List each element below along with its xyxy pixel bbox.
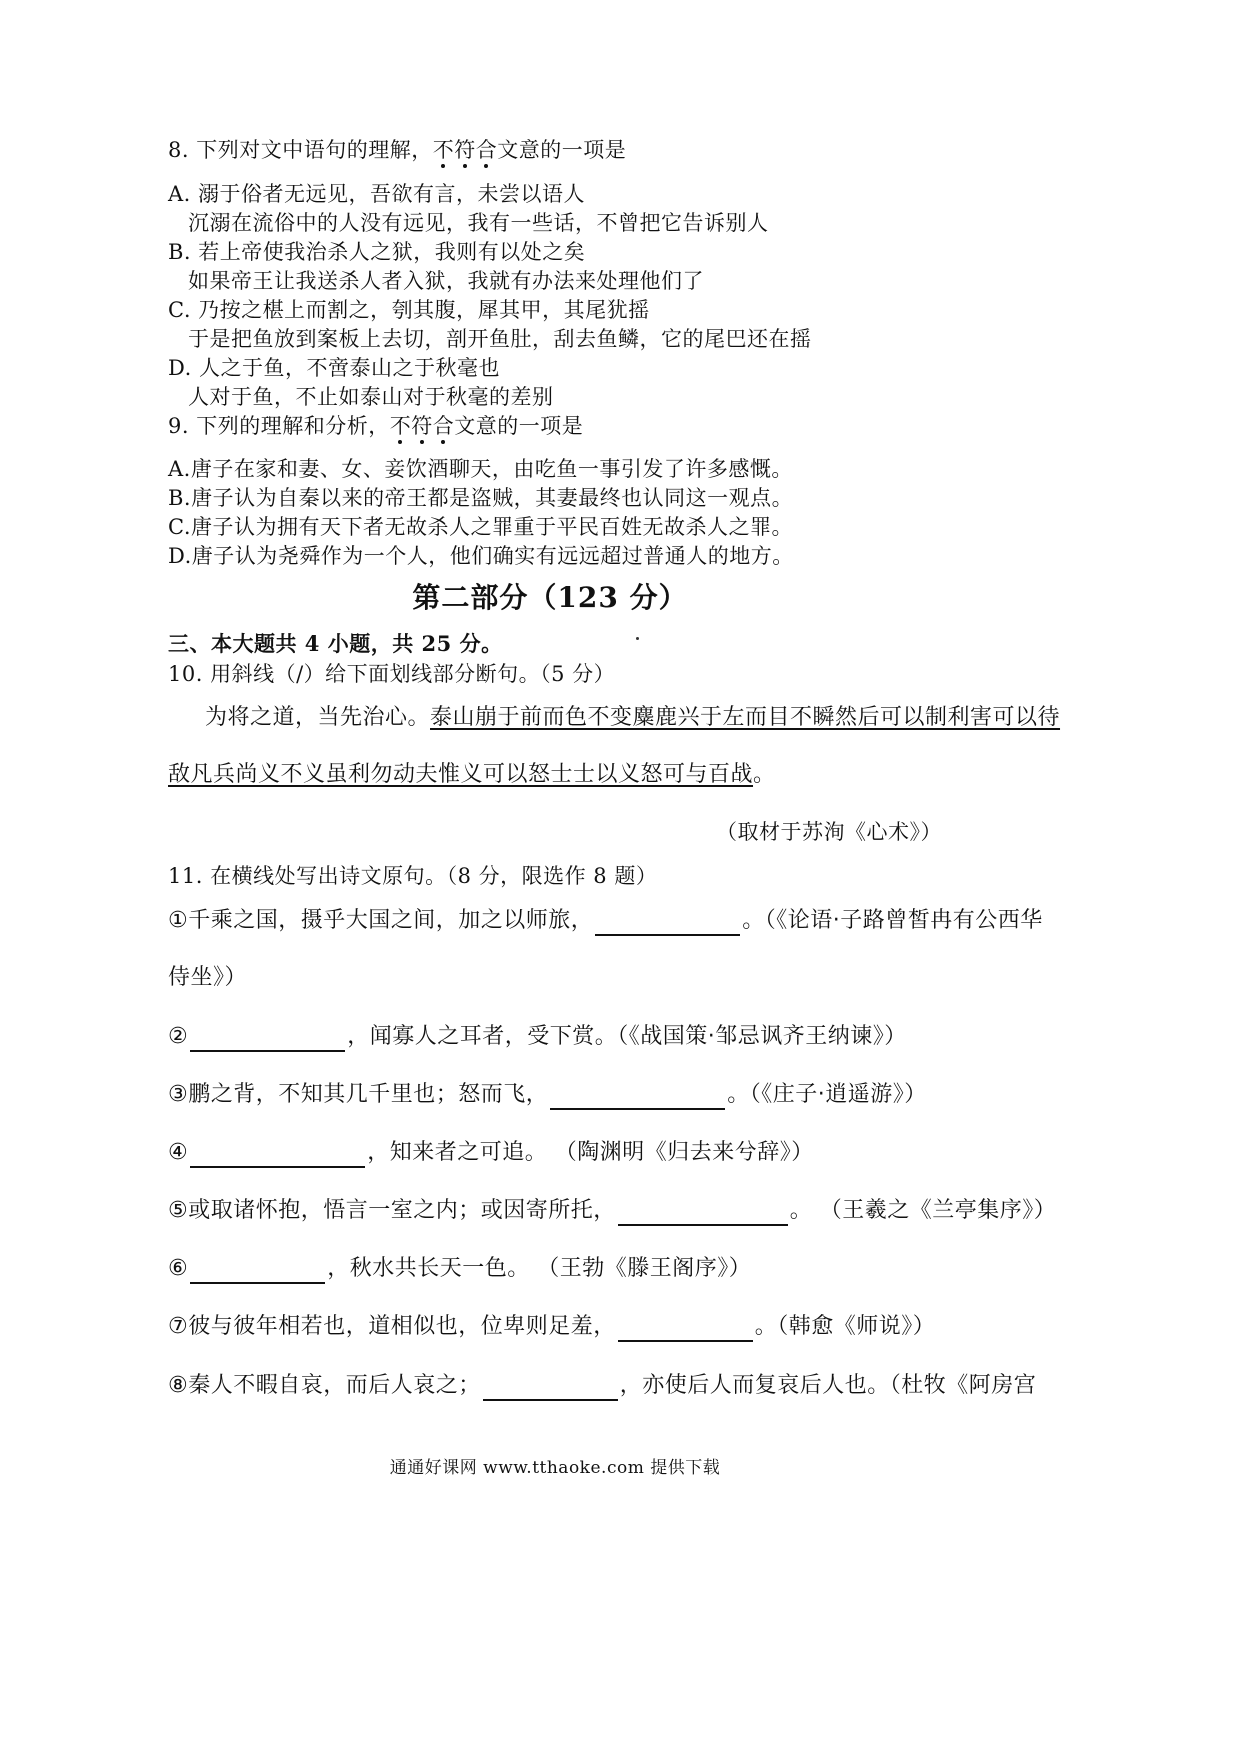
scan-speck — [636, 637, 639, 640]
q11-item-5-before: ⑤或取诸怀抱，悟言一室之内；或因寄所托， — [168, 1198, 616, 1223]
q11-item-1-blank[interactable] — [595, 912, 740, 936]
q8-option-d-gloss: 人对于鱼，不止如泰山对于秋毫的差别 — [188, 385, 554, 409]
q8-stem-emphasis — [433, 138, 498, 162]
q11-item-7-blank[interactable] — [618, 1318, 753, 1342]
q10-stem: 10. 用斜线（/）给下面划线部分断句。（5 分） — [168, 662, 616, 686]
q11-stem: 11. 在横线处写出诗文原句。（8 分，限选作 8 题） — [168, 864, 658, 888]
emphasis-char-3: 合 — [432, 414, 455, 438]
q11-item-4-after: ，知来者之可追。 （陶渊明《归去来兮辞》） — [367, 1140, 814, 1165]
q11-item-2-blank[interactable] — [190, 1028, 345, 1052]
q10-underlined-2: 敌凡兵尚义不义虽利勿动夫惟义可以怒士士以义怒可与百战 — [168, 762, 754, 787]
q11-item-1-before: ①千乘之国，摄乎大国之间，加之以师旅， — [168, 908, 594, 933]
q10-lead: 为将之道，当先治心。 — [205, 705, 431, 730]
emphasis-char-1: 不 — [389, 414, 412, 438]
q10-end-punct: 。 — [753, 762, 776, 787]
emphasis-char-3: 合 — [475, 138, 498, 162]
q8-stem-part-a: 8. 下列对文中语句的理解， — [168, 138, 433, 162]
q8-stem-part-c: 文意的一项是 — [497, 138, 627, 162]
q10-underlined-1: 泰山崩于前而色不变麋鹿兴于左而目不瞬然后可以制利害可以待 — [430, 705, 1061, 730]
q11-item-4-blank[interactable] — [190, 1144, 365, 1168]
q11-item-3-after: 。（《庄子·逍遥游》） — [727, 1082, 927, 1107]
q8-option-b: B. 若上帝使我治杀人之狱，我则有以处之矣 — [168, 240, 586, 264]
q11-item-2-before: ② — [168, 1024, 189, 1049]
q9-stem-part-c: 文意的一项是 — [454, 414, 584, 438]
q11-item-5 — [168, 1196, 1056, 1226]
section-three-title: 三、本大题共 4 小题，共 25 分。 — [168, 631, 503, 656]
q11-item-5-blank[interactable] — [618, 1202, 788, 1226]
q11-item-7-after: 。（韩愈《师说》） — [754, 1314, 936, 1339]
q11-item-7 — [168, 1312, 935, 1342]
emphasis-char-1: 不 — [432, 138, 455, 162]
q11-item-1 — [168, 906, 1043, 936]
part-two-title: 第二部分（123 分） — [412, 581, 688, 614]
q11-item-3 — [168, 1080, 927, 1110]
q11-item-8-before: ⑧秦人不暇自哀，而后人哀之； — [168, 1373, 481, 1398]
q11-item-3-blank[interactable] — [550, 1086, 725, 1110]
q8-option-a: A. 溺于俗者无远见，吾欲有言，未尝以语人 — [168, 182, 586, 206]
q8-option-c: C. 乃按之椹上而割之，刳其腹，犀其甲，其尾犹摇 — [168, 298, 650, 322]
emphasis-char-2: 符 — [411, 414, 433, 438]
q9-option-d: D.唐子认为尧舜作为一个人，他们确实有远远超过普通人的地方。 — [168, 544, 794, 568]
q11-item-2-after: ，闻寡人之耳者，受下赏。（《战国策·邹忌讽齐王纳谏》） — [347, 1024, 907, 1049]
q9-stem-emphasis — [390, 414, 455, 438]
q11-item-6-before: ⑥ — [168, 1256, 189, 1281]
q9-option-a: A.唐子在家和妻、女、妾饮酒聊天，由吃鱼一事引发了许多感慨。 — [168, 457, 793, 481]
q8-option-c-gloss: 于是把鱼放到案板上去切，剖开鱼肚，刮去鱼鳞，它的尾巴还在摇 — [188, 327, 812, 351]
q11-item-6 — [168, 1254, 751, 1284]
q9-stem-part-a: 9. 下列的理解和分析， — [168, 414, 390, 438]
q8-option-a-gloss: 沉溺在流俗中的人没有远见，我有一些话，不曾把它告诉别人 — [188, 211, 769, 235]
q9-stem — [168, 412, 583, 440]
q9-option-c: C.唐子认为拥有天下者无故杀人之罪重于平民百姓无故杀人之罪。 — [168, 515, 793, 539]
q11-item-6-after: ，秋水共长天一色。 （王勃《滕王阁序》） — [327, 1256, 752, 1281]
q8-option-d: D. 人之于鱼，不啻泰山之于秋毫也 — [168, 356, 500, 380]
q11-item-6-blank[interactable] — [190, 1260, 325, 1284]
q9-option-b: B.唐子认为自秦以来的帝王都是盗贼，其妻最终也认同这一观点。 — [168, 486, 794, 510]
q11-item-4-before: ④ — [168, 1140, 189, 1165]
q11-item-1-after: 。（《论语·子路曾皙冉有公西华 — [742, 908, 1043, 933]
q11-item-4 — [168, 1138, 814, 1168]
q11-item-2 — [168, 1022, 907, 1052]
q11-item-1-cont: 侍坐》） — [168, 965, 248, 990]
q11-item-5-after: 。 （王羲之《兰亭集序》） — [789, 1198, 1057, 1223]
q11-item-8-after: ，亦使后人而复哀后人也。（杜牧《阿房宫 — [619, 1373, 1037, 1398]
q8-option-b-gloss: 如果帝王让我送杀人者入狱，我就有办法来处理他们了 — [188, 269, 704, 293]
q8-stem — [168, 136, 626, 164]
q11-item-8 — [168, 1371, 1036, 1401]
q11-item-8-blank[interactable] — [483, 1377, 618, 1401]
q10-source: （取材于苏洵《心术》） — [716, 820, 942, 844]
q10-passage-line-1 — [205, 703, 1060, 733]
page-footer: 通通好课网 www.tthaoke.com 提供下载 — [389, 1458, 721, 1478]
emphasis-char-2: 符 — [454, 138, 476, 162]
q10-passage-line-2 — [168, 760, 776, 790]
q11-item-7-before: ⑦彼与彼年相若也，道相似也，位卑则足羞， — [168, 1314, 616, 1339]
q11-item-3-before: ③鹏之背，不知其几千里也；怒而飞， — [168, 1082, 549, 1107]
